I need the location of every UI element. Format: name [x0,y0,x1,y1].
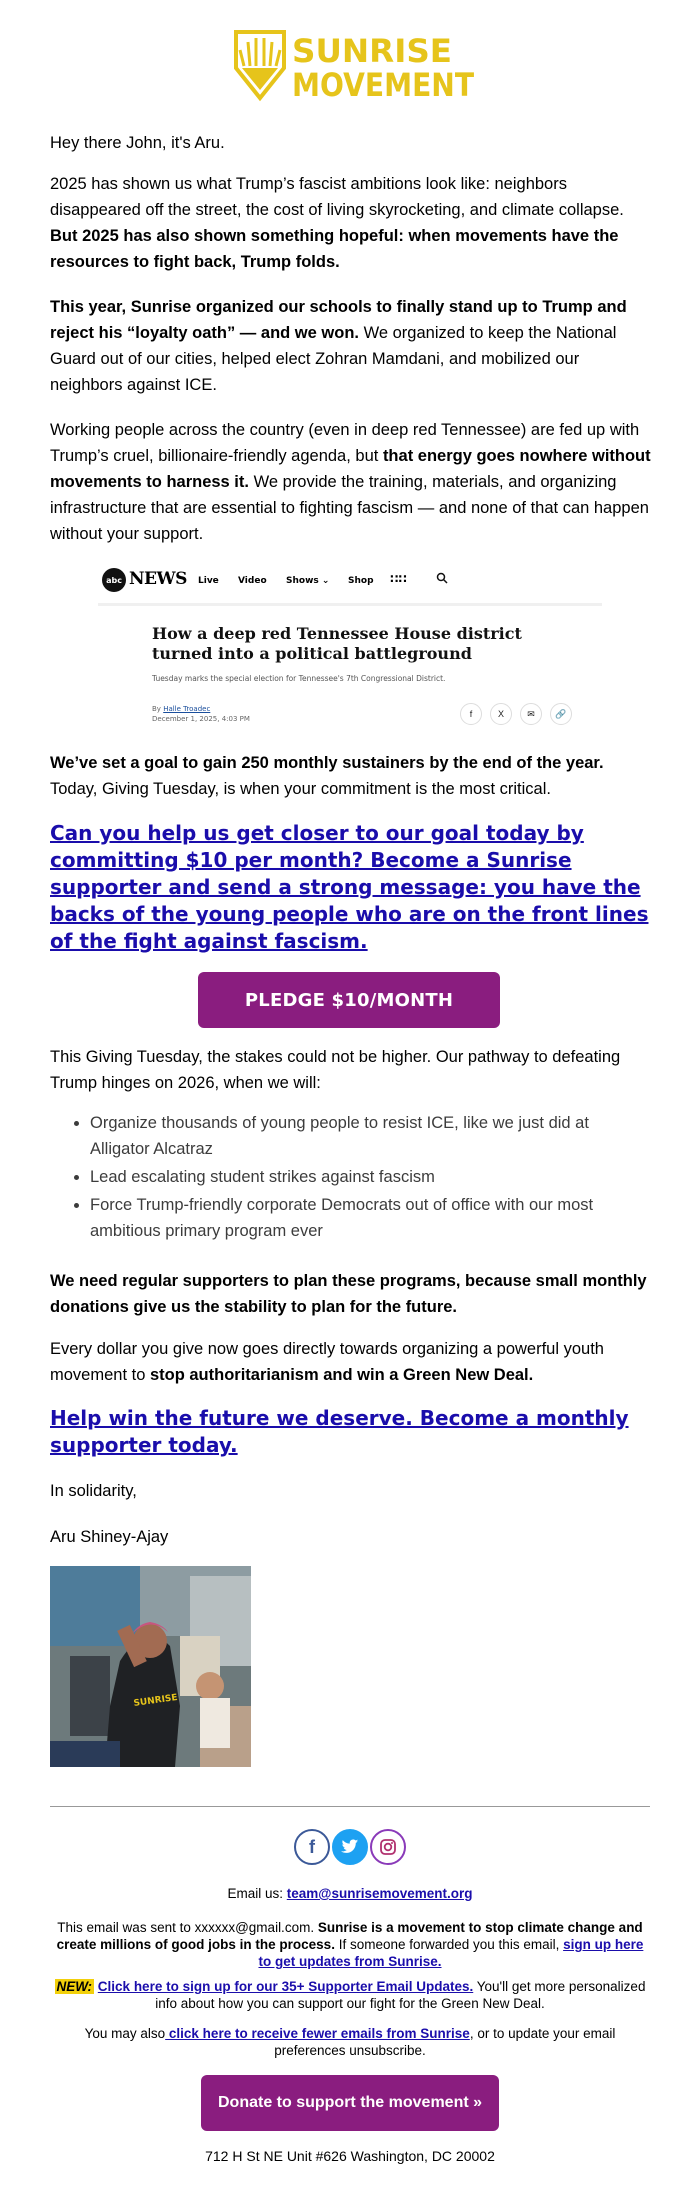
instagram-icon[interactable] [370,1829,406,1865]
paragraph-6: We need regular supporters to plan these programs, because small monthly donations give us the stability to plan for the future. [50,1272,647,1316]
link-share-icon[interactable]: 🔗 [550,703,572,725]
paragraph-3: Working people across the country (even in deep red Tennessee) are fed up with Trump’s cruel, billionaire-friendly agenda, but that energy goes nowhere without movements to harness it. We provide the training, materials, and organizing infrastructure that are essential to fighting fascism — and none of that can happen without your support. [50,421,651,543]
x-share-icon[interactable]: X [490,703,512,725]
list-item: • Organize thousands of young people to resist ICE, like we just did at Alligator Alcatraz [90,1110,650,1162]
footer-address: 712 H St NE Unit #626 Washington, DC 20002 [205,2148,495,2164]
pledge-button[interactable]: PLEDGE $10/MONTH [198,972,500,1028]
sunrise-logo[interactable] [232,28,476,102]
abc-logo-icon: abc [102,568,126,592]
news-article-card[interactable] [98,556,602,736]
email-share-icon[interactable]: ✉ [520,703,542,725]
paragraph-2: This year, Sunrise organized our schools to finally stand up to Trump and reject his “loyalty oath” — and we won. We organized to keep the National Guard out of our cities, helped elect Zohran Mamdani, and mobilized our neighbors against ICE. [50,298,627,394]
footer-divider [50,1806,650,1807]
news-byline: By Halle Troadec December 1, 2025, 4:03 PM [152,705,250,723]
news-subhead: Tuesday marks the special election for Tennessee's 7th Congressional District. [152,674,446,683]
email-link[interactable]: team@sunrisemovement.org [286,1886,473,1901]
list-item: • Force Trump-friendly corporate Democrats out of office with our most ambitious primary program ever [90,1192,650,1244]
signoff: In solidarity, [50,1482,137,1500]
news-headline[interactable]: How a deep red Tennessee House district turned into a political battleground [152,624,522,663]
author-link[interactable]: Halle Troadec [163,705,211,713]
news-brand: NEWS [129,569,187,589]
facebook-icon[interactable]: f [294,1829,330,1865]
twitter-icon[interactable] [332,1829,368,1865]
news-date: December 1, 2025, 4:03 PM [152,715,250,723]
nav-shows-label: Shows [286,576,319,586]
logo-line1: SUNRISE [292,32,452,70]
cta-link-become-supporter[interactable]: Help win the future we deserve. Become a monthly supporter today. [50,1406,629,1457]
new-badge: NEW: [56,1979,93,1994]
shirt-text: SUNRISE [133,1692,179,1709]
donate-button[interactable]: Donate to support the movement » [201,2075,499,2131]
footer-preferences: You may also click here to receive fewer emails from Sunrise, or to update your email preferences unsubscribe. [84,2026,616,2058]
logo-line2: MOVEMENT [292,66,475,104]
greeting: Hey there John, it's Aru. [50,134,225,152]
search-icon[interactable] [436,572,448,587]
facebook-share-icon[interactable]: f [460,703,482,725]
footer-email: Email us: team@sunrisemovement.org [227,1886,473,1901]
nav-shows[interactable] [286,576,329,586]
goals-list [50,1110,650,1246]
paragraph-5: This Giving Tuesday, the stakes could not be higher. Our pathway to defeating Trump hinges on 2026, when we will: [50,1048,621,1092]
paragraph-4: We’ve set a goal to gain 250 monthly sustainers by the end of the year. Today, Giving Tuesday, is when your commitment is the most critical. [50,754,604,798]
chevron-down-icon: ⌄ [321,576,330,586]
footer-sent-to: This email was sent to xxxxxx@gmail.com. Sunrise is a movement to stop climate change and create millions of good jobs in the process. If someone forwarded you this email, sign up here to get updates from Sunrise. [56,1920,644,1969]
nav-video[interactable]: Video [238,576,267,586]
cta-link-monthly[interactable]: Can you help us get closer to our goal today by committing $10 per month? Become a Sunrise supporter and send a strong message: you have the backs of the young people who are on the front lines of the fight against fascism. [50,821,649,953]
grid-menu-icon[interactable]: ∷∷ [390,572,407,586]
nav-live[interactable]: Live [198,576,219,586]
signature: Aru Shiney-Ajay [50,1528,169,1546]
supporter-email-link[interactable]: Click here to sign up for our 35+ Supporter Email Updates. [97,1979,474,1994]
protest-photo [50,1566,251,1767]
paragraph-1: 2025 has shown us what Trump’s fascist ambitions look like: neighbors disappeared off the street, the cost of living skyrocketing, and climate collapse. But 2025 has also shown something hopeful: when movements have the resources to fight back, Trump folds. [50,175,624,271]
paragraph-7: Every dollar you give now goes directly towards organizing a powerful youth movement to stop authoritarianism and win a Green New Deal. [50,1340,604,1384]
fewer-emails-link[interactable]: click here to receive fewer emails from Sunrise [165,2026,470,2041]
nav-shop[interactable]: Shop [348,576,374,586]
signup-updates-link[interactable]: sign up here to get updates from Sunrise. [258,1937,644,1969]
footer-new-signup: NEW: Click here to sign up for our 35+ Supporter Email Updates. You'll get more personalized info about how you can support our fight for the Green New Deal. [56,1979,646,2011]
news-nav-bar [98,556,602,606]
list-item: • Lead escalating student strikes against fascism [90,1164,650,1190]
